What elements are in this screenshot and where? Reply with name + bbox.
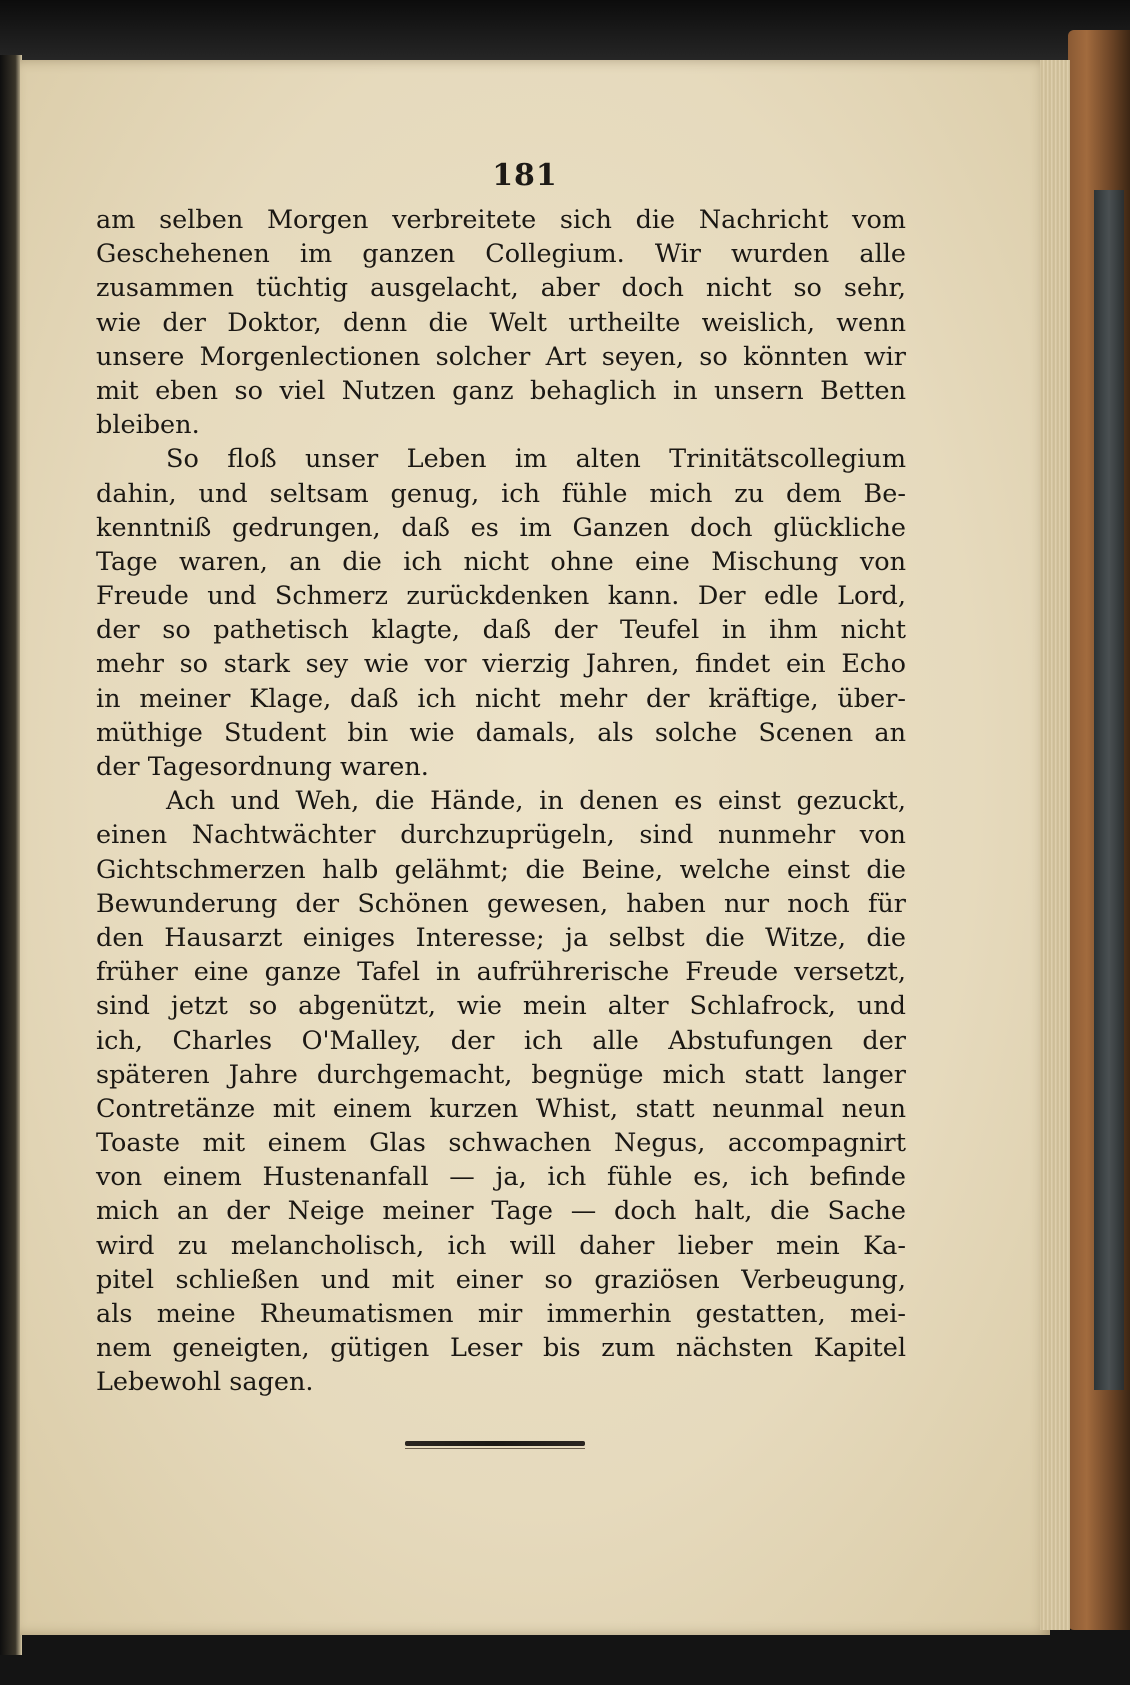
text-line: den Hausarzt einiges Interesse; ja selbst die Witze, die bbox=[96, 922, 906, 953]
text-line: mehr so stark sey wie vor vierzig Jahren, findet ein Echo bbox=[96, 649, 906, 680]
text-line: dahin, und seltsam genug, ich fühle mich zu dem Be- bbox=[96, 478, 906, 509]
paragraph bbox=[96, 442, 906, 784]
text-line: Toaste mit einem Glas schwachen Negus, accompagnirt bbox=[96, 1128, 906, 1159]
text-line: Freude und Schmerz zurückdenken kann. Der edle Lord, bbox=[96, 581, 906, 612]
text-line: mich an der Neige meiner Tage — doch halt, die Sache bbox=[96, 1196, 906, 1227]
text-line: der so pathetisch klagte, daß der Teufel in ihm nicht bbox=[96, 615, 906, 646]
body-text bbox=[96, 203, 906, 1400]
page-number: 181 bbox=[492, 158, 558, 193]
closing-rule bbox=[405, 1441, 585, 1446]
text-line: Lebewohl sagen. bbox=[96, 1367, 314, 1398]
text-line: müthige Student bin wie damals, als solche Scenen an bbox=[96, 717, 906, 748]
paragraph bbox=[96, 784, 906, 1399]
text-line: wird zu melancholisch, ich will daher lieber mein Ka- bbox=[96, 1230, 906, 1261]
text-line: Contretänze mit einem kurzen Whist, statt neunmal neun bbox=[96, 1093, 906, 1124]
text-line: Gichtschmerzen halb gelähmt; die Beine, welche einst die bbox=[96, 854, 906, 885]
text-line: als meine Rheumatismen mir immerhin gestatten, mei- bbox=[96, 1299, 906, 1329]
book-spine bbox=[1094, 190, 1124, 1390]
text-line: kenntniß gedrungen, daß es im Ganzen doch glückliche bbox=[96, 512, 906, 543]
text-line: ich, Charles O'Malley, der ich alle Abstufungen der bbox=[96, 1025, 906, 1056]
page-edges bbox=[1040, 60, 1070, 1630]
text-line: Geschehenen im ganzen Collegium. Wir wurden alle bbox=[96, 239, 906, 270]
text-line: sind jetzt so abgenützt, wie mein alter Schlafrock, und bbox=[96, 991, 906, 1022]
text-line: einen Nachtwächter durchzuprügeln, sind nunmehr von bbox=[96, 820, 906, 851]
closing-rule-shadow bbox=[405, 1448, 585, 1449]
text-line: Tage waren, an die ich nicht ohne eine Mischung von bbox=[96, 546, 906, 577]
text-line: Bewunderung der Schönen gewesen, haben nur noch für bbox=[96, 888, 906, 919]
text-line: am selben Morgen verbreitete sich die Nachricht vom bbox=[96, 205, 906, 235]
text-line: Ach und Weh, die Hände, in denen es einst gezuckt, bbox=[166, 786, 906, 817]
text-line: pitel schließen und mit einer so graziösen Verbeugung, bbox=[96, 1264, 906, 1295]
text-line: nem geneigten, gütigen Leser bis zum nächsten Kapitel bbox=[96, 1333, 906, 1364]
text-line: der Tagesordnung waren. bbox=[96, 752, 429, 782]
text-line: von einem Hustenanfall — ja, ich fühle es, ich befinde bbox=[96, 1162, 906, 1193]
text-line: So floß unser Leben im alten Trinitätscollegium bbox=[166, 444, 906, 475]
text-line: bleiben. bbox=[96, 410, 200, 441]
text-line: früher eine ganze Tafel in aufrührerische Freude versetzt, bbox=[96, 957, 906, 988]
text-line: in meiner Klage, daß ich nicht mehr der kräftige, über- bbox=[96, 683, 906, 714]
text-line: zusammen tüchtig ausgelacht, aber doch nicht so sehr, bbox=[96, 273, 906, 304]
paragraph bbox=[96, 203, 906, 442]
text-line: mit eben so viel Nutzen ganz behaglich in unsern Betten bbox=[96, 375, 906, 406]
text-line: späteren Jahre durchgemacht, begnüge mich statt langer bbox=[96, 1059, 906, 1090]
book-cover-right bbox=[1068, 30, 1130, 1630]
text-line: wie der Doktor, denn die Welt urtheilte weislich, wenn bbox=[96, 307, 906, 338]
text-line: unsere Morgenlectionen solcher Art seyen, so könnten wir bbox=[96, 341, 906, 372]
page-gutter bbox=[0, 55, 22, 1655]
